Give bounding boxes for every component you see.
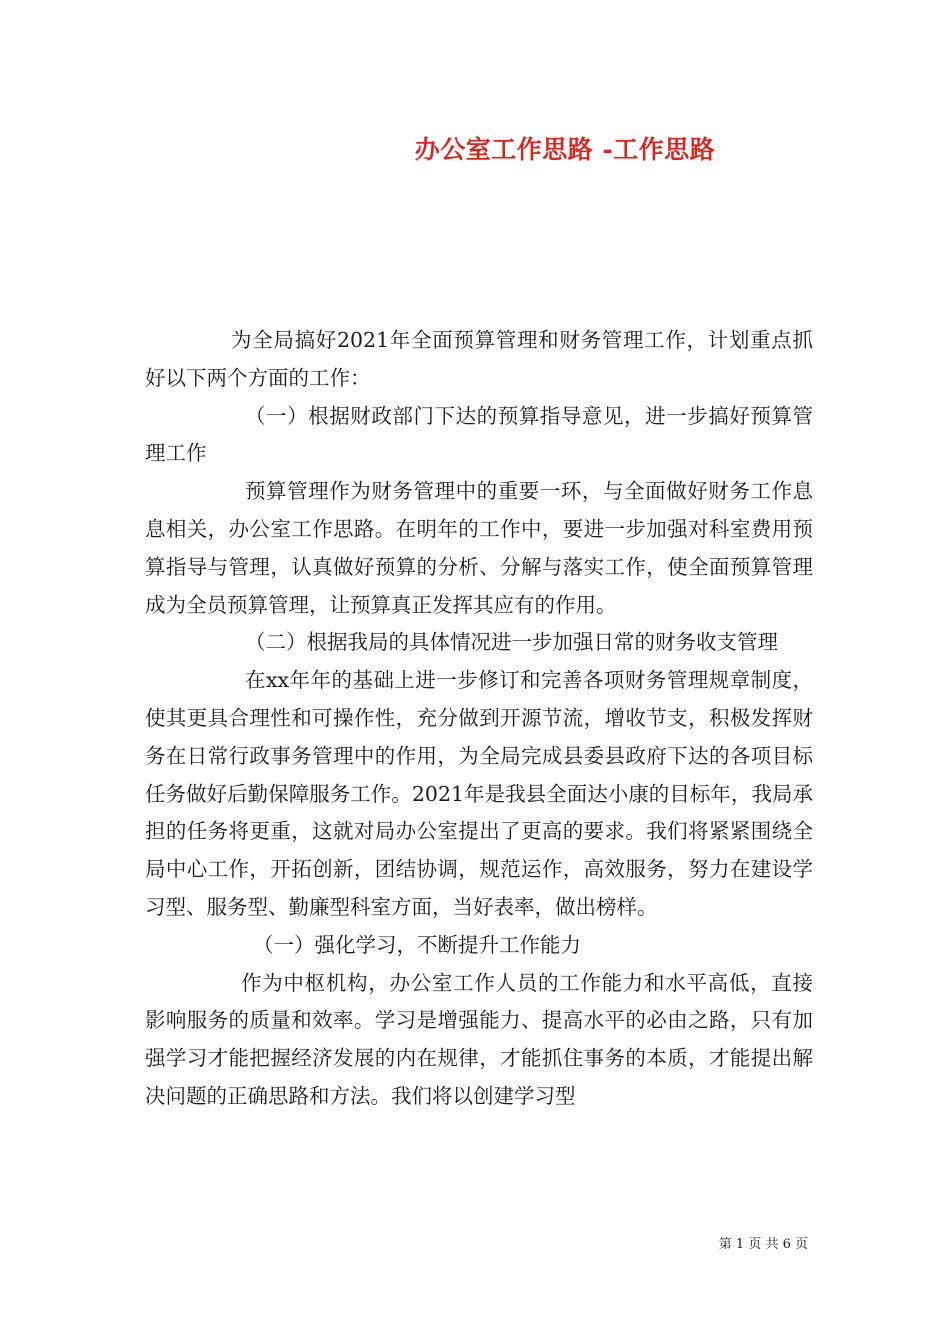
page-number-footer: 第 1 页 共 6 页 xyxy=(718,1237,808,1252)
section-heading-finance: （二）根据我局的具体情况进一步加强日常的财务收支管理 xyxy=(245,630,778,655)
section-heading-budget: （一）根据财政部门下达的预算指导意见，进一步搞好预算管理工作 xyxy=(145,403,813,466)
document-title: 办公室工作思路 -工作思路 xyxy=(414,135,716,164)
paragraph-intro: 为全局搞好2021年全面预算管理和财务管理工作，计划重点抓好以下两个方面的工作： xyxy=(145,328,813,390)
paragraph-finance: 在xx年年的基础上进一步修订和完善各项财务管理规章制度，使其更具合理性和可操作性，充分做到开源节流，增收节支，积极发挥财务在日常行政事务管理中的作用，为全局完成县委县政府下达的各项目标任务做好后勤保障服务工作。2021年是我县全面达小康的目标年，我局承担的任务将更重，这就对局办公室提出了更高的要求。我们将紧紧围绕全局中心工作，开拓创新，团结协调，规范运作，高效服务，努力在建设学习型、服务型、勤廉型科室方面，当好表率，做出榜样。 xyxy=(145,668,813,919)
section-heading-learning: （一）强化学习，不断提升工作能力 xyxy=(253,932,581,957)
document-body xyxy=(145,322,813,1116)
paragraph-learning: 作为中枢机构，办公室工作人员的工作能力和水平高低，直接影响服务的质量和效率。学习是增强能力、提高水平的必由之路，只有加强学习才能把握经济发展的内在规律，才能抓住事务的本质，才能提出解决问题的正确思路和方法。我们将以创建学习型 xyxy=(145,970,813,1108)
paragraph-budget: 预算管理作为财务管理中的重要一环，与全面做好财务工作息息相关，办公室工作思路。在明年的工作中，要进一步加强对科室费用预算指导与管理，认真做好预算的分析、分解与落实工作，使全面预算管理成为全员预算管理，让预算真正发挥其应有的作用。 xyxy=(145,479,813,617)
